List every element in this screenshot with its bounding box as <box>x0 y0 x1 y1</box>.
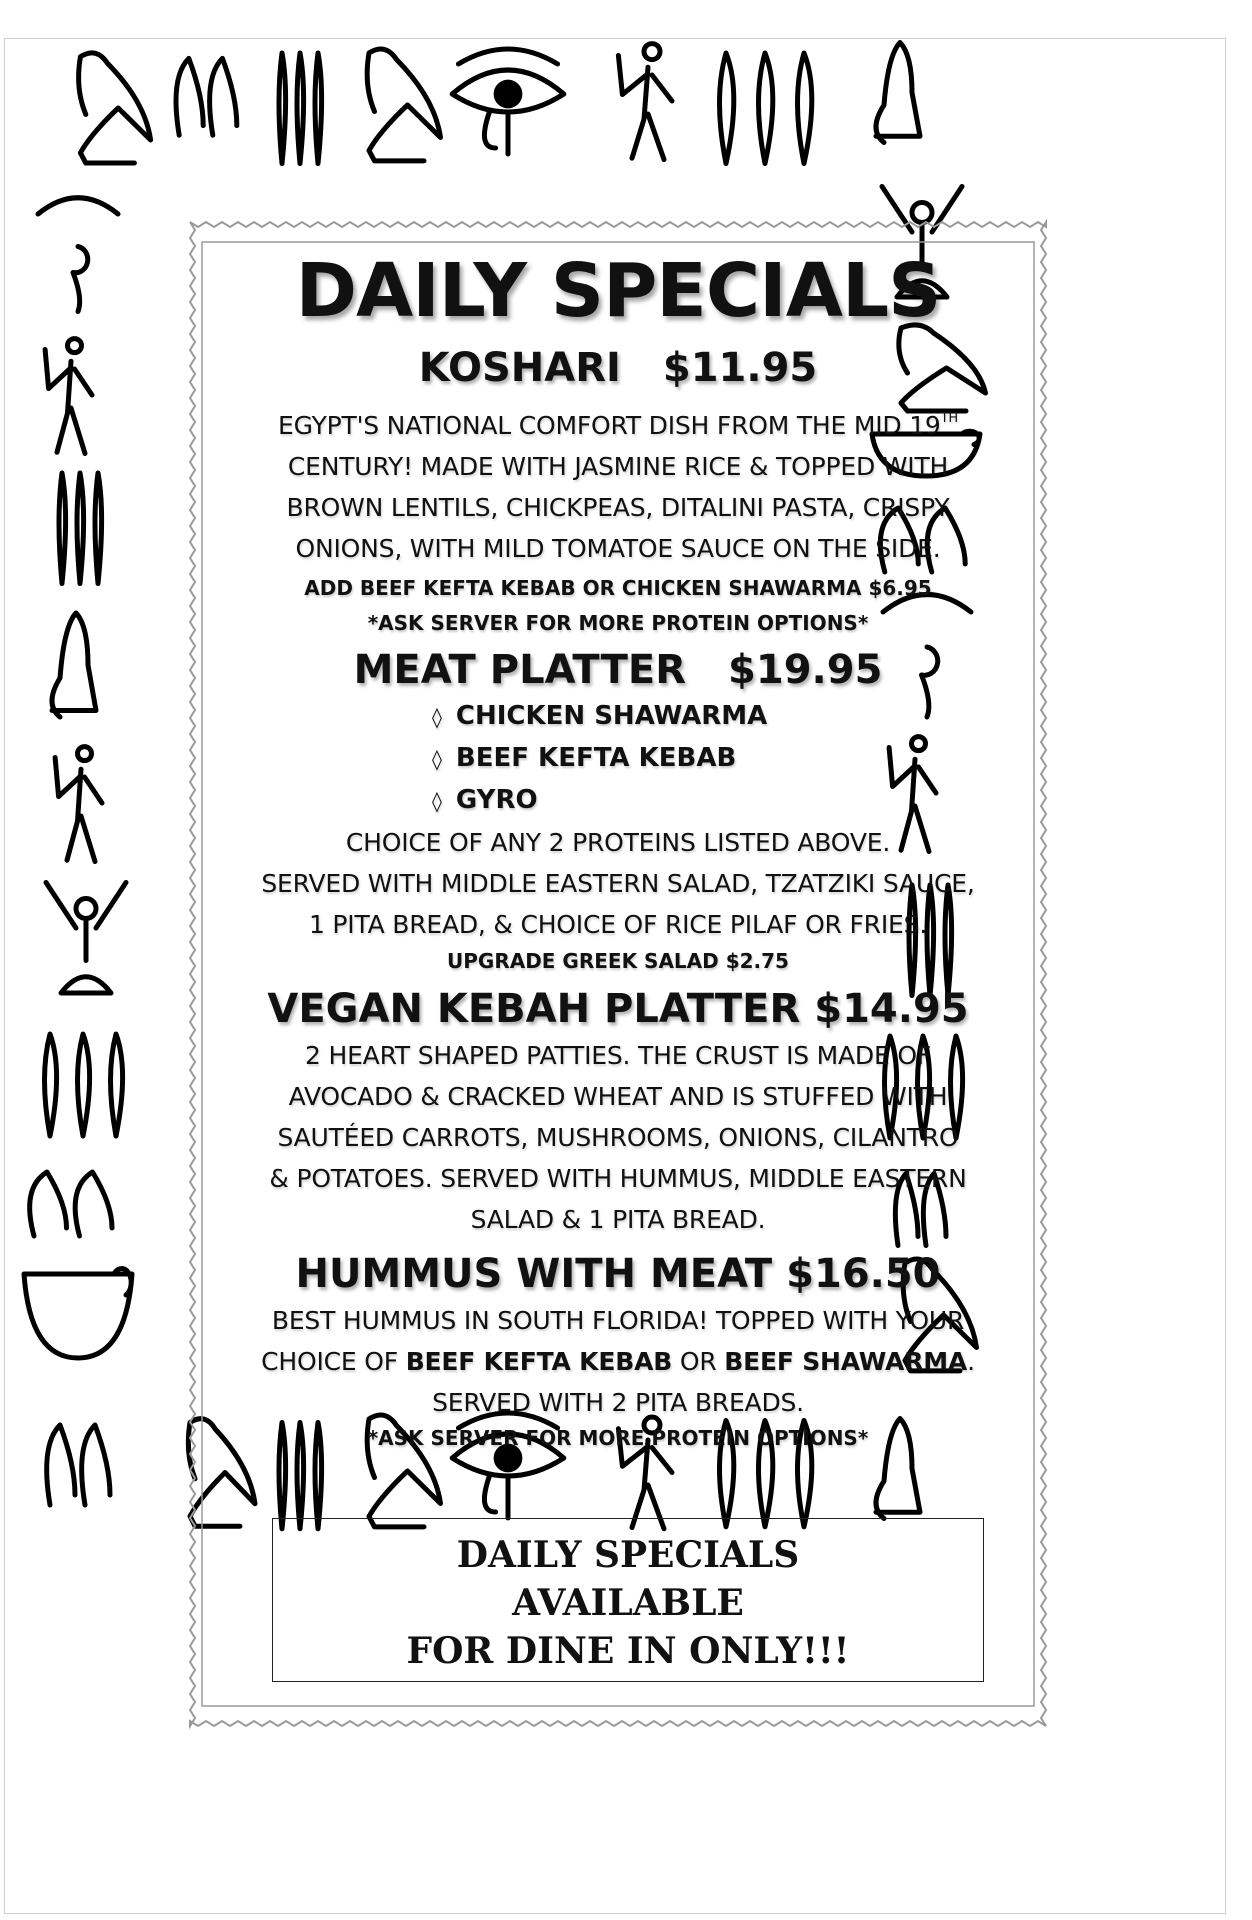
desc-line: AVOCADO & CRACKED WHEAT AND IS STUFFED WITH <box>288 1082 948 1111</box>
desc-line: 2 HEART SHAPED PATTIES. THE CRUST IS MADE OF <box>305 1041 931 1070</box>
notice-line: AVAILABLE <box>512 1582 744 1624</box>
item-meat-platter <box>200 644 1036 977</box>
bird-icon <box>48 44 156 172</box>
reed-icon <box>160 44 256 140</box>
reed-icon <box>30 1410 130 1510</box>
list-item <box>432 738 1036 780</box>
item-price: $11.95 <box>662 345 818 391</box>
bullet-icon: ◊ <box>432 789 442 813</box>
option-label: BEEF KEFTA KEBAB <box>455 743 737 773</box>
item-description <box>200 1035 1036 1240</box>
item-hummus-with-meat <box>200 1248 1036 1453</box>
bullet-icon: ◊ <box>432 747 442 771</box>
vulture-icon <box>336 40 446 170</box>
desc-line: BEST HUMMUS IN SOUTH FLORIDA! TOPPED WITH YOUR <box>271 1306 965 1335</box>
staff-icon <box>270 40 330 170</box>
desc-line: SERVED WITH MIDDLE EASTERN SALAD, TZATZIKI SAUCE, <box>261 869 975 898</box>
man-icon <box>46 738 116 868</box>
item-header <box>200 644 1036 696</box>
eye-of-horus-icon <box>446 40 570 160</box>
lion-icon <box>8 1160 138 1240</box>
dine-in-notice <box>272 1518 984 1682</box>
addon-price: $6.95 <box>868 576 932 600</box>
item-note: *ASK SERVER FOR MORE PROTEIN OPTIONS* <box>367 611 869 635</box>
item-note: *ASK SERVER FOR MORE PROTEIN OPTIONS* <box>367 1426 869 1450</box>
desc-line: SERVED WITH 2 PITA BREADS. <box>432 1388 804 1417</box>
list-item <box>432 780 1036 822</box>
item-price: $14.95 <box>814 986 969 1032</box>
item-vegan-kebah-platter <box>200 983 1036 1240</box>
item-name: HUMMUS WITH MEAT <box>295 1251 773 1297</box>
sun-spiral-icon <box>28 188 128 318</box>
protein-options <box>200 696 1036 822</box>
desc-bold: BEEF SHAWARMA <box>724 1347 968 1376</box>
man-icon <box>608 36 688 166</box>
item-description <box>200 822 1036 945</box>
desc-line: SAUTÉED CARROTS, MUSHROOMS, ONIONS, CILANTRO <box>277 1123 959 1152</box>
seated-figure-icon <box>36 600 116 730</box>
desc-line: CENTURY! MADE WITH JASMINE RICE & TOPPED WITH <box>287 452 949 481</box>
desc-line: & POTATOES. SERVED WITH HUMMUS, MIDDLE EASTERN <box>269 1164 967 1193</box>
desc-line: CHOICE OF ANY 2 PROTEINS LISTED ABOVE. <box>345 828 891 857</box>
reeds-icon <box>28 1022 138 1142</box>
bullet-icon: ◊ <box>432 705 442 729</box>
option-label: GYRO <box>455 785 538 815</box>
reeds-icon <box>700 40 830 170</box>
desc-line: OR <box>672 1347 725 1376</box>
item-header <box>200 1248 1036 1300</box>
man-icon <box>36 330 106 460</box>
staff-icon <box>50 460 110 590</box>
desc-line: ONIONS, WITH MILD TOMATOE SAUCE ON THE SIDE. <box>295 534 941 563</box>
item-header <box>200 342 1036 394</box>
desc-bold: BEEF KEFTA KEBAB <box>405 1347 673 1376</box>
desc-line: BROWN LENTILS, CHICKPEAS, DITALINI PASTA, CRISPY <box>286 493 950 522</box>
raised-arms-icon <box>36 876 136 1006</box>
superscript: TH <box>940 411 958 426</box>
item-description <box>200 398 1036 569</box>
desc-line: EGYPT'S NATIONAL COMFORT DISH FROM THE MID 19 <box>278 411 941 440</box>
item-price: $16.50 <box>786 1251 941 1297</box>
desc-line: 1 PITA BREAD, & CHOICE OF RICE PILAF OR FRIES. <box>308 910 928 939</box>
item-price: $19.95 <box>728 647 883 693</box>
addon-text: ADD BEEF KEFTA KEBAB OR CHICKEN SHAWARMA <box>304 576 862 600</box>
desc-line: SALAD & 1 PITA BREAD. <box>470 1205 766 1234</box>
item-addon <box>200 569 1036 608</box>
item-name: VEGAN KEBAH PLATTER <box>267 986 801 1032</box>
specials-content <box>200 248 1036 1453</box>
item-koshari <box>200 342 1036 638</box>
desc-line: . <box>967 1347 975 1376</box>
option-label: CHICKEN SHAWARMA <box>455 701 768 731</box>
item-upgrade: UPGRADE GREEK SALAD $2.75 <box>447 949 789 973</box>
notice-line: FOR DINE IN ONLY!!! <box>406 1630 850 1672</box>
bowl-spiral-icon <box>18 1246 138 1386</box>
notice-line: DAILY SPECIALS <box>456 1534 800 1576</box>
seated-figure-icon <box>860 30 940 155</box>
item-name: MEAT PLATTER <box>353 647 687 693</box>
desc-line: CHOICE OF <box>261 1347 406 1376</box>
item-description <box>200 1300 1036 1423</box>
item-name: KOSHARI <box>418 345 621 391</box>
list-item <box>432 696 1036 738</box>
item-header <box>200 983 1036 1035</box>
page-title: DAILY SPECIALS <box>295 248 941 334</box>
